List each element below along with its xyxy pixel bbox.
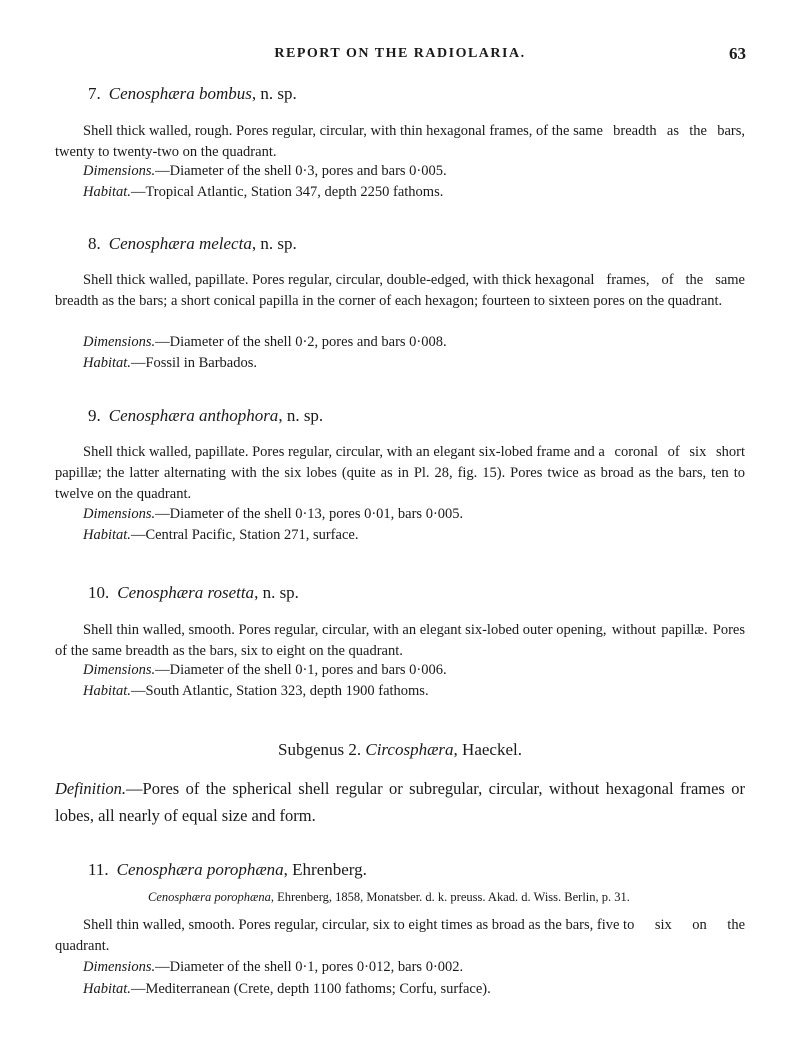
subgenus-definition: [55, 775, 745, 829]
description-continuation: coronal of six short papillæ; the latter alternating with the six lobes (quite as in Pl. 28, fig. 15). Pores twice as broad as the bars, ten to twelve on the quadrant.: [55, 444, 746, 502]
habitat-label: Habitat.: [83, 184, 131, 200]
citation-text: , Ehrenberg, 1858, Monatsber. d. k. preuss. Akad. d. Wiss. Berlin, p. 31.: [270, 890, 630, 904]
species-authority: , n. sp.: [278, 406, 324, 425]
habitat-text: —Tropical Atlantic, Station 347, depth 2250 fathoms.: [130, 184, 444, 200]
species-description-7: [55, 121, 745, 163]
dimensions-label: Dimensions.: [83, 163, 156, 179]
habitat-text: —South Atlantic, Station 323, depth 1900 fathoms.: [130, 683, 429, 699]
habitat-label: Habitat.: [83, 355, 131, 371]
habitat-8: [83, 355, 257, 372]
dimensions-label: Dimensions.: [83, 662, 156, 678]
species-number: 10.: [88, 583, 110, 602]
citation-species: Cenosphæra porophæna: [148, 890, 271, 904]
species-authority: , n. sp.: [254, 583, 299, 602]
species-number: 8.: [88, 234, 101, 253]
genus-name: Cenosphæra: [108, 84, 195, 103]
dimensions-text: —Diameter of the shell 0·1, pores and bars 0·006.: [155, 662, 447, 678]
species-description-10: [55, 620, 745, 662]
species-heading-11: [88, 860, 367, 880]
description-continuation: without papillæ. Pores of the same breadth as the bars, six to eight on the quadrant.: [55, 622, 745, 659]
running-title: REPORT ON THE RADIOLARIA.: [274, 46, 526, 61]
habitat-9: [83, 527, 358, 544]
page-number: 63: [729, 44, 746, 63]
dimensions-text: —Diameter of the shell 0·13, pores 0·01, bars 0·005.: [155, 506, 464, 522]
subgenus-name: Circosphæra: [365, 740, 454, 759]
habitat-label: Habitat.: [83, 527, 131, 543]
species-name: melecta: [198, 234, 252, 253]
description-continuation: frames, of the same breadth as the bars; a short conical papilla in the corner of each hexagon; fourteen to sixteen pores on the quadrant.: [55, 272, 745, 309]
habitat-text: —Fossil in Barbados.: [130, 355, 258, 371]
genus-name: Cenosphæra: [116, 860, 203, 879]
species-authority: , Ehrenberg.: [283, 860, 367, 879]
species-authority: , n. sp.: [251, 234, 297, 253]
species-name: porophæna: [206, 860, 284, 879]
species-authority: , n. sp.: [251, 84, 297, 103]
species-heading-10: [88, 583, 299, 603]
species-heading-7: [88, 84, 297, 104]
habitat-11: [83, 981, 491, 998]
species-name: anthophora: [198, 406, 279, 425]
dimensions-text: —Diameter of the shell 0·1, pores 0·012, bars 0·002.: [155, 959, 464, 975]
description-continuation: breadth as the bars, twenty to twenty-two on the quadrant.: [55, 123, 745, 160]
dimensions-label: Dimensions.: [83, 506, 156, 522]
habitat-label: Habitat.: [83, 683, 131, 699]
species-name: bombus: [198, 84, 252, 103]
species-number: 9.: [88, 406, 101, 425]
species-name: rosetta: [207, 583, 255, 602]
species-number: 7.: [88, 84, 101, 103]
page-header: [0, 46, 800, 70]
habitat-label: Habitat.: [83, 981, 131, 997]
species-heading-8: [88, 234, 297, 254]
dimensions-label: Dimensions.: [83, 959, 156, 975]
habitat-7: [83, 184, 443, 201]
dimensions-10: [83, 662, 447, 679]
dimensions-8: [83, 334, 447, 351]
dimensions-text: —Diameter of the shell 0·3, pores and bars 0·005.: [155, 163, 447, 179]
synonymy-citation: [148, 890, 630, 905]
genus-name: Cenosphæra: [108, 234, 195, 253]
genus-name: Cenosphæra: [108, 406, 195, 425]
species-description-9: [55, 442, 745, 505]
description-line: Shell thin walled, smooth. Pores regular, circular, six to eight times as broad as the bars, five to: [83, 917, 635, 933]
definition-text: —Pores of the spherical shell regular or subregular, circular, without hexagonal frames or lobes, all nearly of equal size and form.: [55, 779, 745, 825]
habitat-text: —Mediterranean (Crete, depth 1100 fathoms; Corfu, surface).: [130, 981, 491, 997]
subgenus-prefix: Subgenus 2.: [278, 740, 362, 759]
dimensions-7: [83, 163, 447, 180]
species-heading-9: [88, 406, 323, 426]
dimensions-text: —Diameter of the shell 0·2, pores and bars 0·008.: [155, 334, 447, 350]
description-line: Shell thick walled, rough. Pores regular, circular, with thin hexagonal frames, of the same: [83, 123, 603, 139]
habitat-10: [83, 683, 429, 700]
species-description-11: [55, 915, 745, 957]
species-number: 11.: [88, 860, 109, 879]
habitat-text: —Central Pacific, Station 271, surface.: [130, 527, 359, 543]
dimensions-label: Dimensions.: [83, 334, 156, 350]
subgenus-author: , Haeckel.: [453, 740, 522, 759]
definition-label: Definition.: [55, 779, 127, 798]
species-description-8: [55, 270, 745, 312]
description-line: Shell thick walled, papillate. Pores regular, circular, double-edged, with thick hexagonal: [83, 272, 595, 288]
dimensions-11: [83, 959, 463, 976]
description-continuation: six on the quadrant.: [55, 917, 746, 954]
dimensions-9: [83, 506, 463, 523]
description-line: Shell thin walled, smooth. Pores regular, circular, with an elegant six-lobed outer opening,: [83, 622, 607, 638]
description-line: Shell thick walled, papillate. Pores regular, circular, with an elegant six-lobed frame and a: [83, 444, 605, 460]
genus-name: Cenosphæra: [117, 583, 204, 602]
subgenus-heading: [0, 740, 800, 760]
